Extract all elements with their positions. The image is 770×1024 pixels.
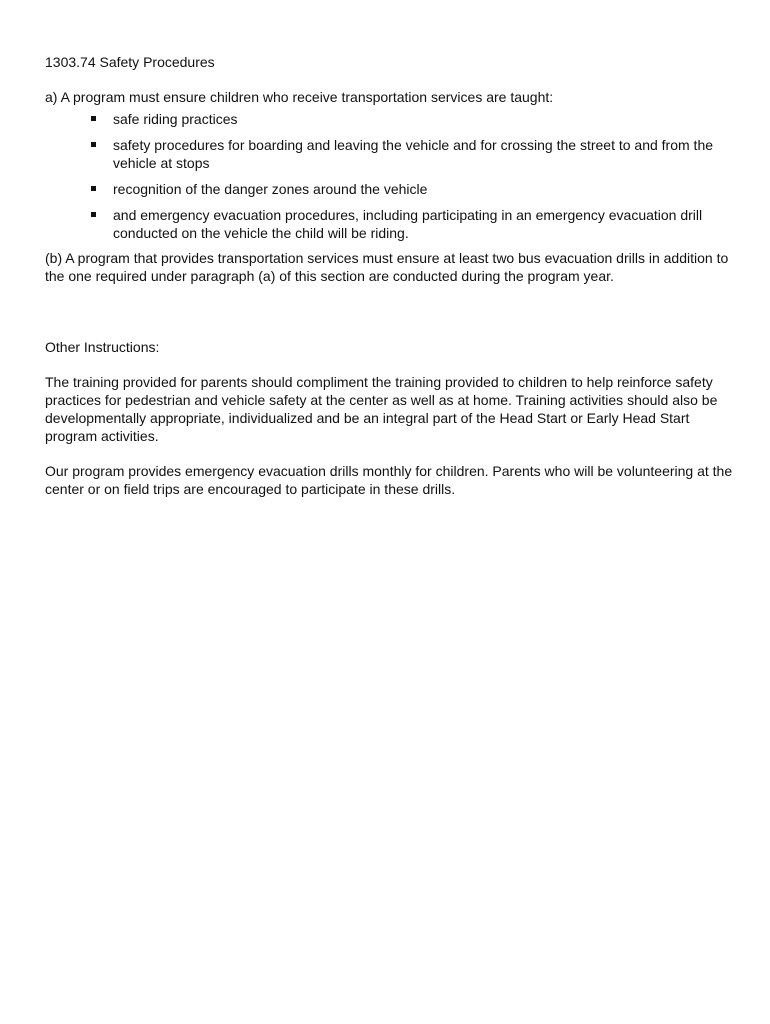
other-instructions-paragraph-2: Our program provides emergency evacuation drills monthly for children. Parents who will be volunteering at the center or on field trips are encouraged to participate in these drills. <box>45 463 733 497</box>
square-bullet-icon <box>91 142 96 147</box>
square-bullet-icon <box>91 116 96 121</box>
other-instructions-heading: Other Instructions: <box>45 339 160 355</box>
bullet-item <box>113 136 735 172</box>
bullet-text: recognition of the danger zones around the vehicle <box>113 181 428 197</box>
bullet-item <box>113 180 735 198</box>
square-bullet-icon <box>91 212 96 217</box>
document-page <box>45 53 735 498</box>
document-title: 1303.74 Safety Procedures <box>45 54 215 70</box>
other-instructions-paragraph-1: The training provided for parents should compliment the training provided to children to help reinforce safety practices for pedestrian and vehicle safety at the center as well as at home. Training activities should also be developmentally appropriate, individualized and be an integral part of the Head Start or Early Head Start program activities. <box>45 374 718 444</box>
square-bullet-icon <box>91 186 96 191</box>
paragraph-b: (b) A program that provides transportation services must ensure at least two bus evacuation drills in addition to the one required under paragraph (a) of this section are conducted during the program year. <box>45 250 729 284</box>
bullet-list <box>45 110 735 242</box>
bullet-text: safety procedures for boarding and leaving the vehicle and for crossing the street to and from the vehicle at stops <box>113 137 714 171</box>
bullet-text: safe riding practices <box>113 111 238 127</box>
bullet-text: and emergency evacuation procedures, including participating in an emergency evacuation drill conducted on the vehicle the child will be riding. <box>113 207 703 241</box>
bullet-item <box>113 206 735 242</box>
paragraph-a: a) A program must ensure children who receive transportation services are taught: <box>45 89 554 105</box>
bullet-item <box>113 110 735 128</box>
